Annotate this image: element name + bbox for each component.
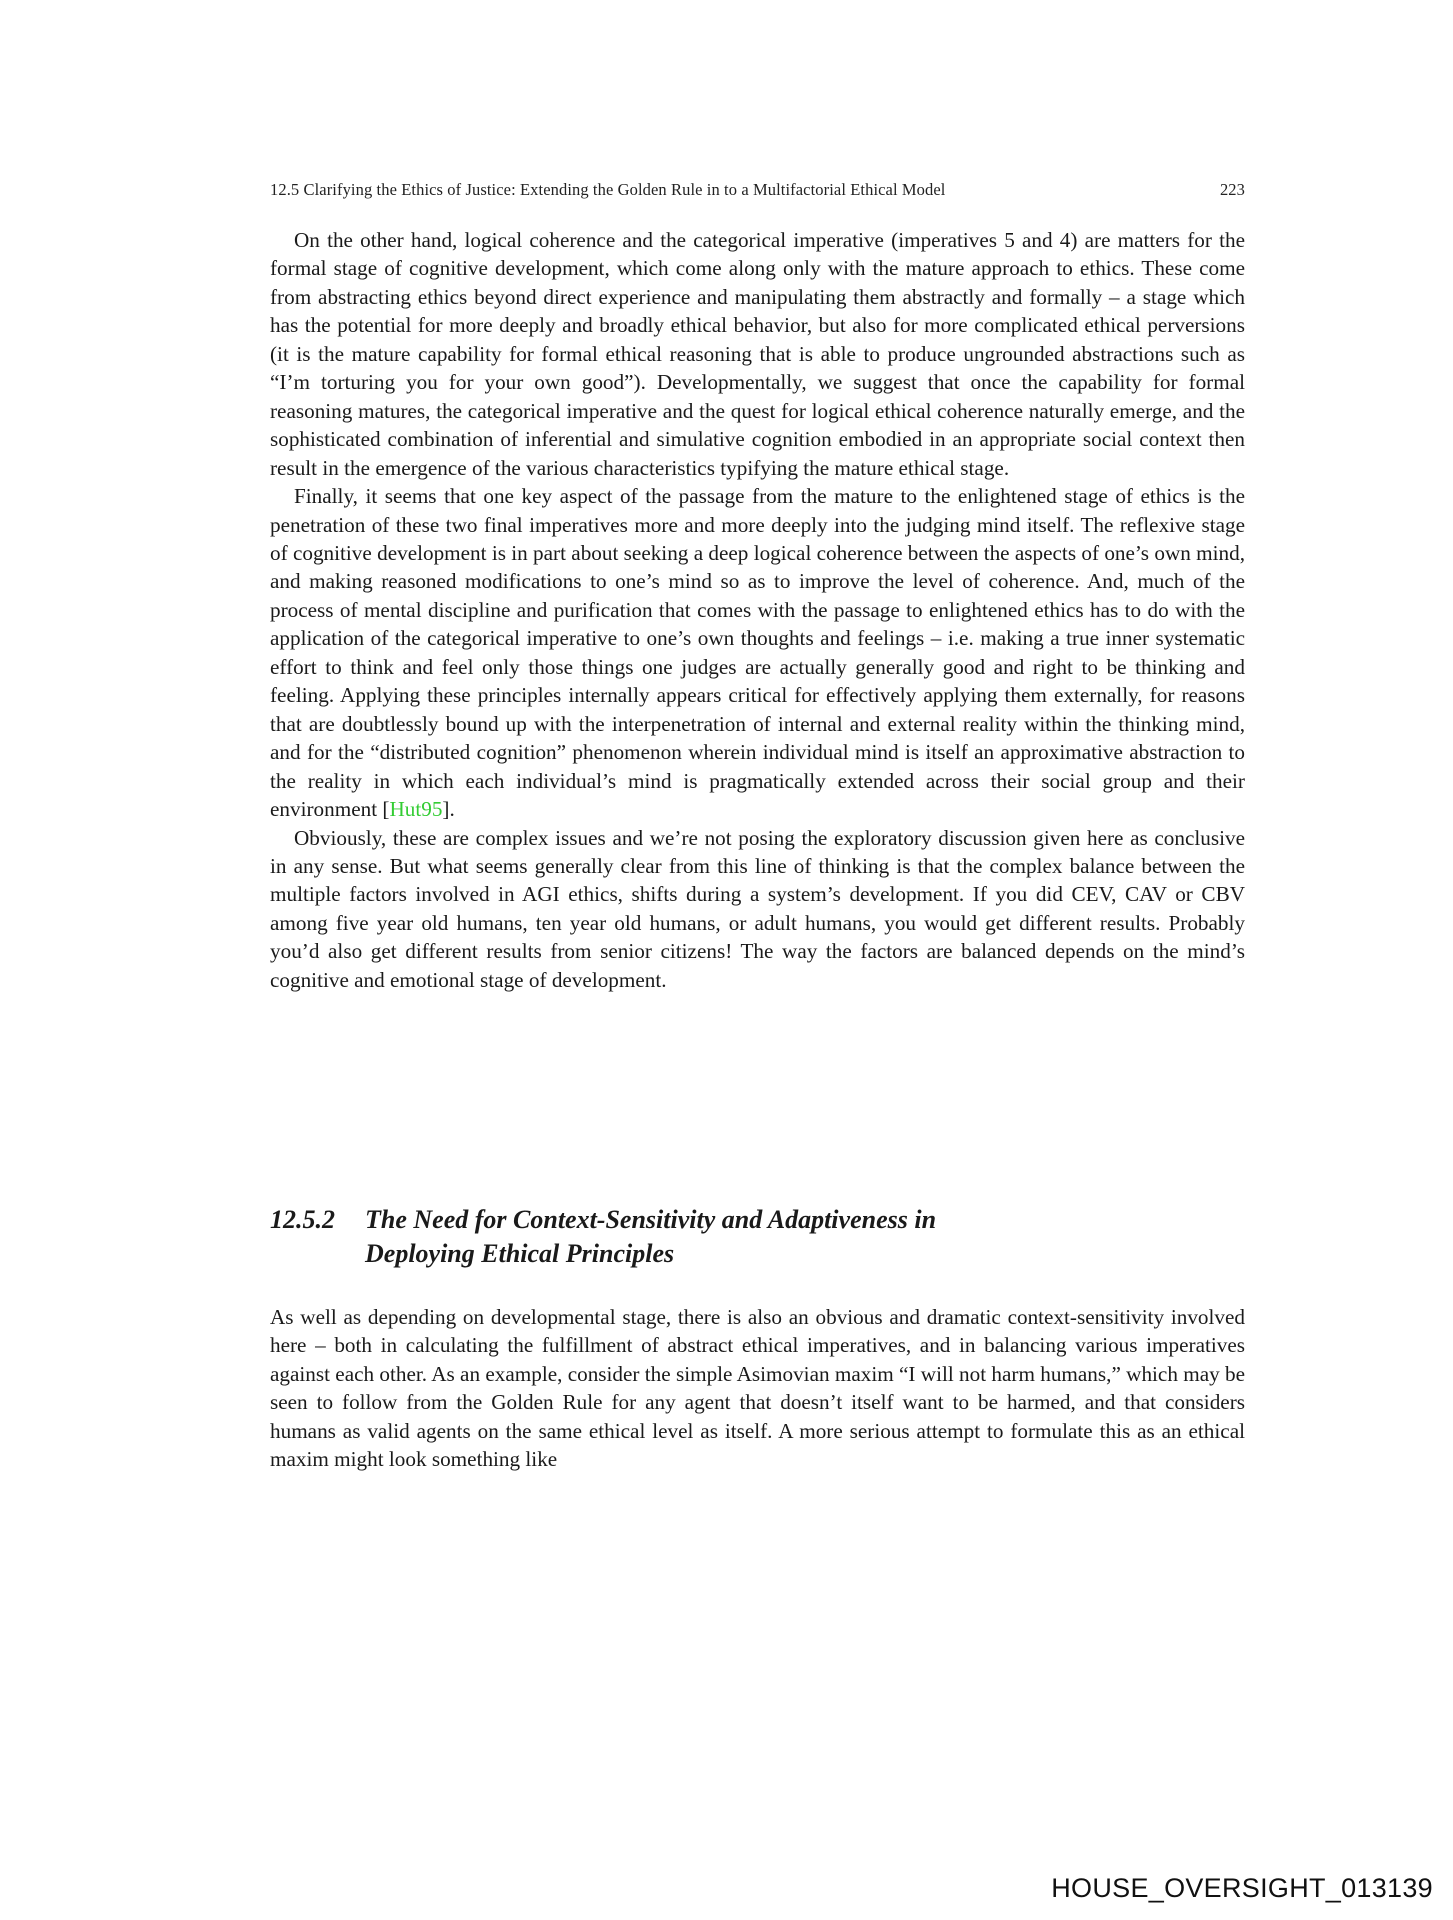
section-heading [270, 1203, 1245, 1271]
section-body [270, 1303, 1245, 1474]
running-title: 12.5 Clarifying the Ethics of Justice: Extending the Golden Rule in to a Multifactorial Ethical Model [270, 180, 946, 199]
section-paragraph: As well as depending on developmental stage, there is also an obvious and dramatic context-sensitivity involved here – both in calculating the fulfillment of abstract ethical imperatives, and in balancing various imperatives against each other. As an example, consider the simple Asimovian maxim “I will not harm humans,” which may be seen to follow from the Golden Rule for any agent that doesn’t itself want to be harmed, and that considers humans as valid agents on the same ethical level as itself. A more serious attempt to formulate this as an ethical maxim might look something like [270, 1305, 1245, 1472]
section-title-line-1: The Need for Context-Sensitivity and Adaptiveness in [365, 1205, 937, 1234]
paragraph-2 [270, 482, 1245, 823]
paragraph-2-tail: ]. [442, 797, 455, 822]
body-text [270, 226, 1245, 994]
section-title-line-2: Deploying Ethical Principles [365, 1239, 675, 1268]
section-title [365, 1203, 1245, 1271]
paragraph-2-text: Finally, it seems that one key aspect of the passage from the mature to the enlightened stage of ethics is the penetration of these two final imperatives more and more deeply into the judging mind itself. The reflexive stage of cognitive development is in part about seeking a deep logical coherence between the aspects of one’s own mind, and making reasoned modifications to one’s mind so as to improve the level of coherence. And, much of the process of mental discipline and purification that comes with the passage to enlightened ethics has to do with the application of the categorical imperative to one’s own thoughts and feelings – i.e. making a true inner systematic effort to think and feel only those things one judges are actually generally good and right to be thinking and feeling. Applying these principles internally appears critical for effectively applying them externally, for reasons that are doubtlessly bound up with the interpenetration of internal and external reality within the thinking mind, and for the “distributed cognition” phenomenon wherein individual mind is itself an approximative abstraction to the reality in which each individual’s mind is pragmatically extended across their social group and their environment [ [270, 484, 1245, 822]
running-header [270, 180, 1245, 200]
paragraph-1: On the other hand, logical coherence and the categorical imperative (imperatives 5 and 4) are matters for the formal stage of cognitive development, which come along only with the mature approach to ethics. These come from abstracting ethics beyond direct experience and manipulating them abstractly and formally – a stage which has the potential for more deeply and broadly ethical behavior, but also for more complicated ethical perversions (it is the mature capability for formal ethical reasoning that is able to produce ungrounded abstractions such as “I’m torturing you for your own good”). Developmentally, we suggest that once the capability for formal reasoning matures, the categorical imperative and the quest for logical ethical coherence naturally emerge, and the sophisticated combination of inferential and simulative cognition embodied in an appropriate social context then result in the emergence of the various characteristics typifying the mature ethical stage. [270, 228, 1245, 480]
section-number: 12.5.2 [270, 1205, 335, 1234]
paragraph-3: Obviously, these are complex issues and we’re not posing the exploratory discussion given here as conclusive in any sense. But what seems generally clear from this line of thinking is that the complex balance between the multiple factors involved in AGI ethics, shifts during a system’s development. If you did CEV, CAV or CBV among five year old humans, ten year old humans, or adult humans, you would get different results. Probably you’d also get different results from senior citizens! The way the factors are balanced depends on the mind’s cognitive and emotional stage of development. [270, 825, 1245, 992]
bates-number: HOUSE_OVERSIGHT_013139 [1051, 1873, 1433, 1903]
citation-link-hut95[interactable]: Hut95 [389, 797, 443, 822]
page-number: 223 [1219, 180, 1245, 199]
